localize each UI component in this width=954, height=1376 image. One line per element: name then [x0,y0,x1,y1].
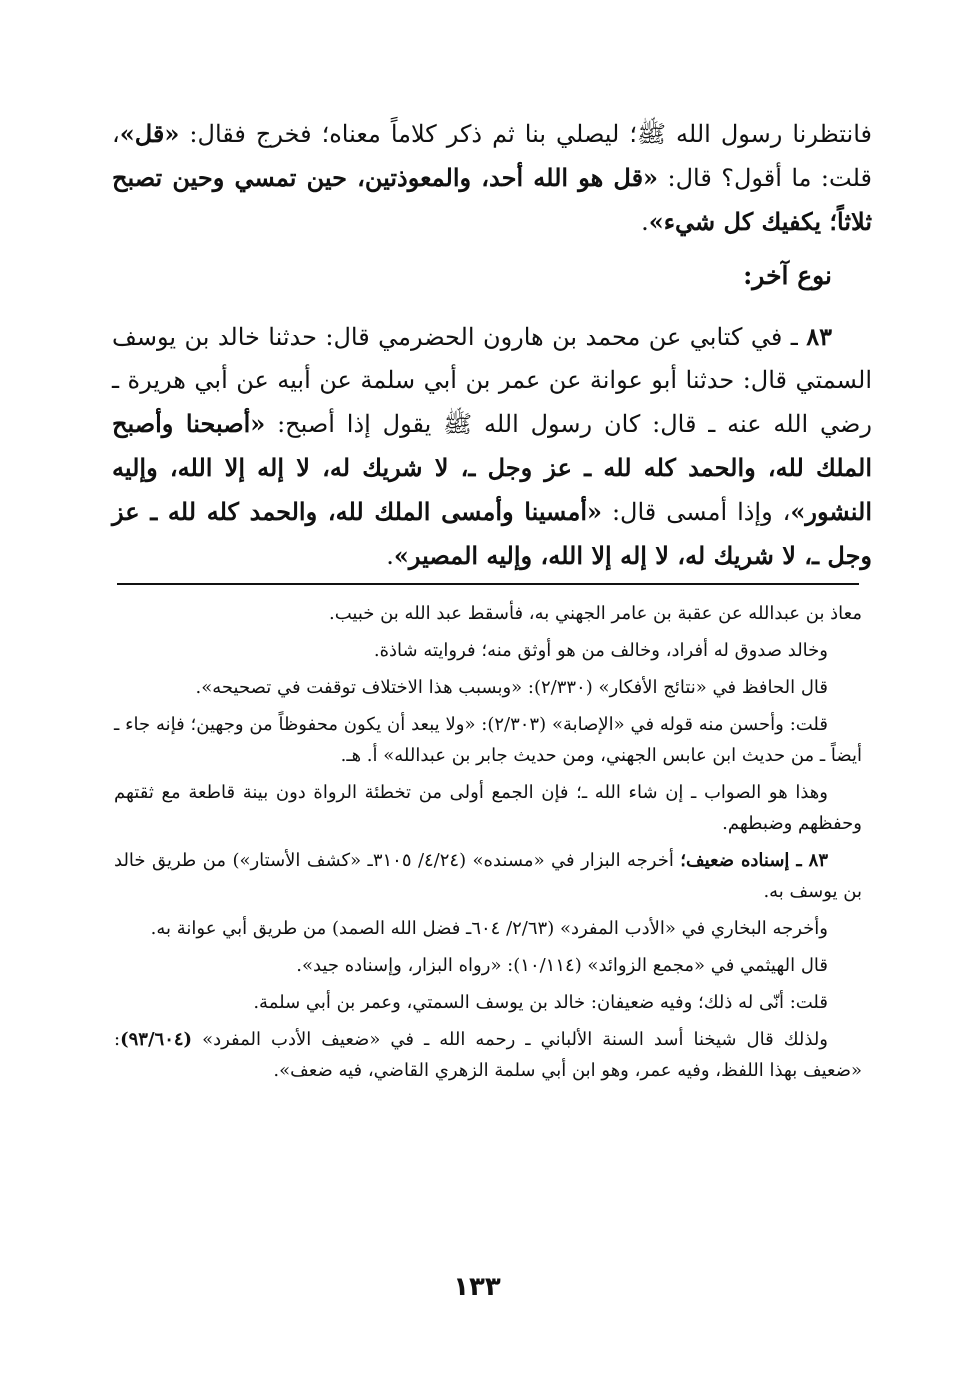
footnote-line [114,709,862,771]
text-run: وأخرجه البخاري في «الأدب المفرد» (٢/٦٣/ ٦٠٤ـ فضل الله الصمد) من طريق أبي عوانة به. [150,918,828,939]
bold-quote: «قل» [119,119,180,148]
page-number: ١٣٣ [453,1272,501,1302]
footnote-line [114,845,862,907]
footnotes [114,598,862,1092]
text-run: ولذلك قال شيخنا أسد السنة الألباني ـ رحمه الله ـ في «ضعيف الأدب المفرد» [192,1029,828,1050]
paragraph-hadith-83 [112,315,872,578]
text-run: ، قلت: ما أقول؟ قال: [112,120,873,192]
text-run: ، وإذا أمسى قال: [602,498,791,526]
text-run: : «ضعيف بهذا اللفظ، وفيه عمر، وهو ابن أبي سلمة الزهري القاضي، فيه ضعف». [114,1029,862,1081]
text-run: ـ في كتابي عن محمد بن هارون الحضرمي قال: حدثنا خالد بن يوسف السمتي قال: حدثنا أبو عوانة عن عمر بن أبي سلمة عن أبيه عن أبي هريرة ـ رضي الله عنه ـ قال: كان رسول الله ﷺ يقول إذا أصبح: [112,323,873,438]
text-run: . [386,542,394,570]
text-run: وهذا هو الصواب ـ إن شاء الله ـ؛ فإن الجمع أولى من تخطئة الرواة دون بينة قاطعة مع ثقتهم وحفظهم وضبطهم. [114,782,862,834]
footnote-line [114,672,862,703]
bold-quote: «أصبحنا وأصبح الملك لله، والحمد كله لله ـ عز وجل ـ، لا شريك له، لا إله إلا الله، وإليه النشور» [112,409,872,526]
footnote-line [114,635,862,666]
bold-ref: (٩٣/٦٠٤) [120,1029,193,1050]
bold-quote: «أمسينا وأمسى الملك لله، والحمد كله لله ـ عز وجل ـ، لا شريك له، لا إله إلا الله، وإليه المصير» [112,497,872,570]
footnote-line [114,913,862,944]
bold-quote: «قل هو الله أحد، والمعوذتين، حين تمسي وحين تصبح ثلاثاً؛ يكفيك كل شيء» [112,163,872,236]
text-run: قال الهيثمي في «مجمع الزوائد» (١٠/١١٤): «رواه البزار، وإسناده جيد». [296,955,828,976]
text-run: وخالد صدوق له أفراد، وخالف من هو أوثق منه؛ فروايته شاذة. [373,640,828,661]
text-run: فانتظرنا رسول الله ﷺ؛ ليصلي بنا ثم ذكر كلاماً معناه؛ فخرج فقال: [179,120,872,148]
text-run: قلت: وأحسن منه قوله في «الإصابة» (٢/٣٠٣): «ولا يبعد أن يكون محفوظاً من وجهين؛ فإنه جاء ـ أيضاً ـ من حديث ابن عابس الجهني، ومن حديث جابر بن عبدالله» أ. هـ. [114,714,862,766]
hadith-number: ٨٣ [806,322,832,351]
text-run: أخرجه البزار في «مسنده» (٤/٢٤/ ٣١٠٥ـ «كشف الأستار») من طريق خالد بن يوسف به. [114,850,862,902]
section-heading: نوع آخر: [743,261,832,290]
text-run: . [641,208,649,236]
paragraph-hadith-82-end [112,112,872,244]
main-text [112,112,872,578]
footnote-separator [117,583,859,585]
footnote-line: معاذ بن عبدالله عن عقبة بن عامر الجهني به، فأسقط عبد الله بن خبيب. [329,603,862,624]
footnote-line [114,987,862,1018]
footnote-line [114,1024,862,1086]
footnote-lead: ٨٣ ـ إسناده ضعيف؛ [680,850,828,871]
text-run: قال الحافظ في «نتائج الأفكار» (٢/٣٣٠): «وبسبب هذا الاختلاف توقفت في تصحيحه». [195,677,828,698]
footnote-line [114,950,862,981]
footnote-line [114,777,862,839]
text-run: قلت: أنّى له ذلك؛ وفيه ضعيفان: خالد بن يوسف السمتي، وعمر بن أبي سلمة. [253,992,828,1013]
